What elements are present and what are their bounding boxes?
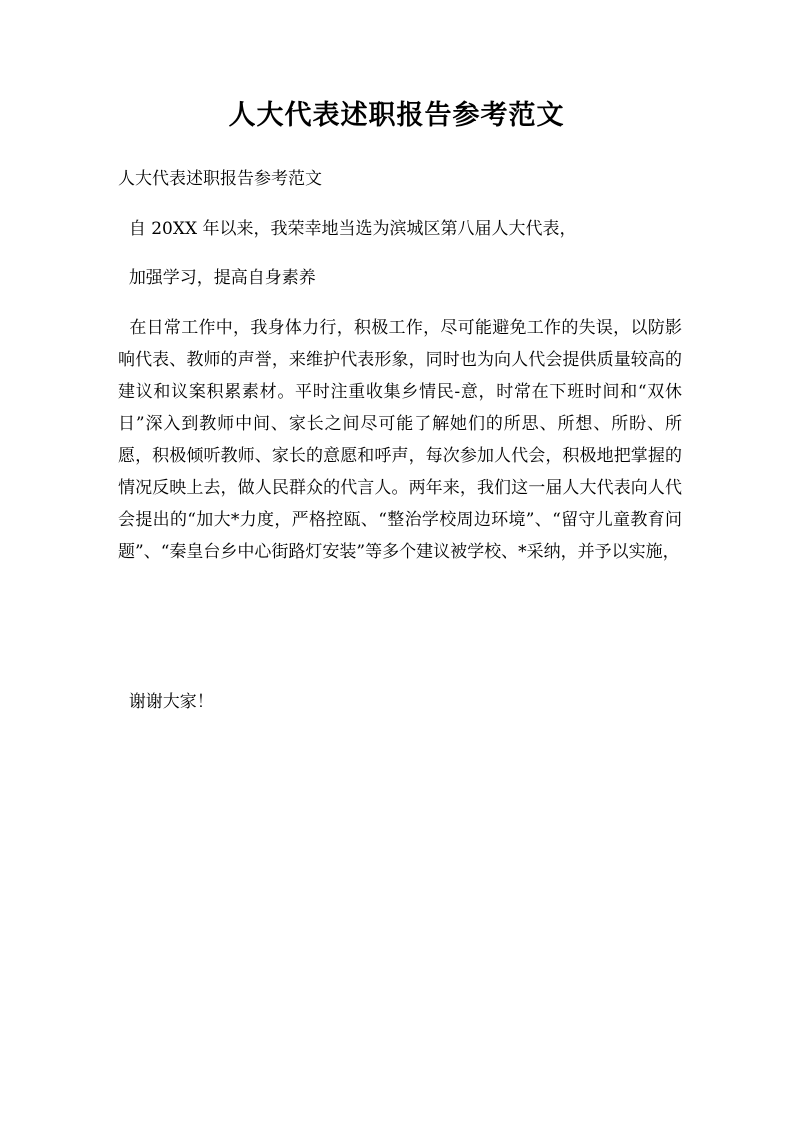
paragraph-closing: 谢谢大家！ [118,692,214,712]
paragraph-heading-study: 加强学习，提高自身素养 [118,268,316,288]
document-subtitle: 人大代表述职报告参考范文 [118,169,322,189]
document-title: 人大代表述职报告参考范文 [228,100,565,131]
paragraph-body: 在日常工作中，我身体力行，积极工作，尽可能避免工作的失误，以防影响代表、教师的声誉，来维护代表形象，同时也为向人代会提供质量较高的建议和议案积累素材。平时注重收集乡情民-意，时常在下班时间和“双休日”深入到教师中间、家长之间尽可能了解她们的所思、所想、所盼、所愿，积极倾听教师、家长的意愿和呼声，每次参加人代会，积极地把掌握的情况反映上去，做人民群众的代言人。两年来，我们这一届人大代表向人代会提出的“加大*力度，严格控瓯、“整治学校周边环境”、“留守儿童教育问题”、“秦皇台乡中心街路灯安装”等多个建议被学校、*采纳，并予以实施， [118,318,683,562]
paragraph-intro: 自 20XX 年以来，我荣幸地当选为滨城区第八届人大代表， [118,219,577,239]
